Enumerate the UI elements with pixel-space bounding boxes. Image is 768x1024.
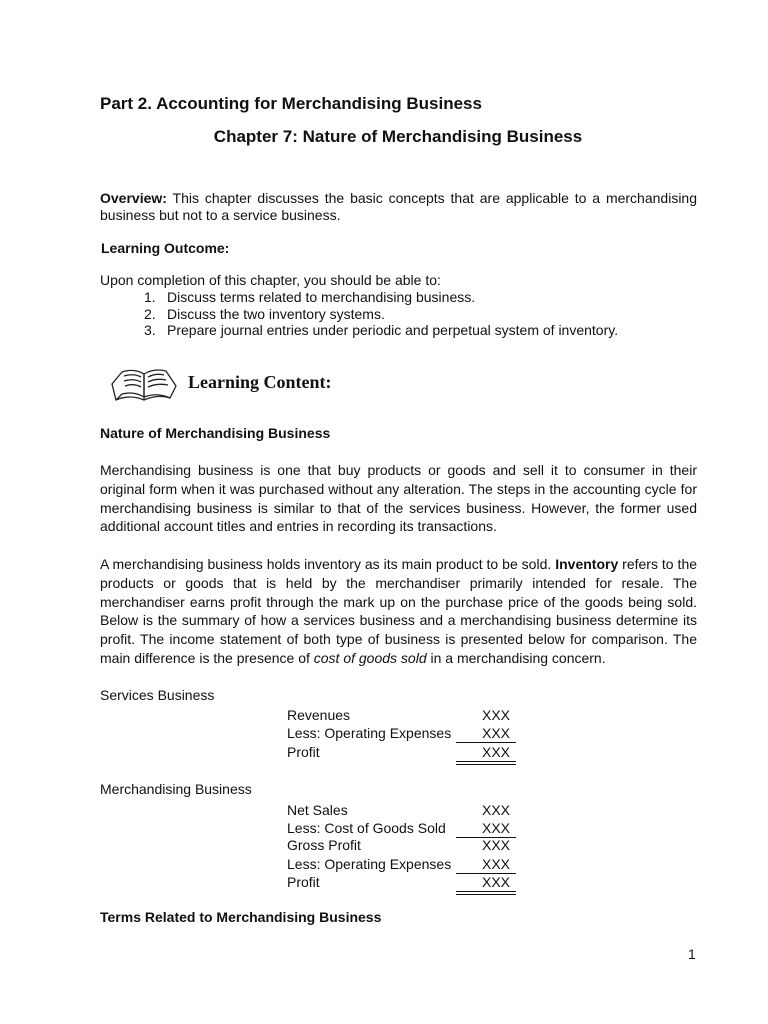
statement-row: [287, 744, 516, 762]
statement-row: [287, 725, 516, 743]
row-label: Less: Operating Expenses: [287, 856, 452, 872]
underline-rule: [456, 742, 516, 743]
double-underline-rule: [456, 764, 516, 765]
row-value: XXX: [481, 744, 510, 760]
statement-row: [287, 820, 516, 838]
statement-row: [287, 707, 516, 725]
list-text: Prepare journal entries under periodic and perpetual system of inventory.: [167, 322, 619, 338]
row-label: Gross Profit: [287, 837, 361, 853]
list-number: 1.: [144, 289, 156, 305]
learning-content-heading: Learning Content:: [188, 372, 332, 392]
statement-row: [287, 856, 516, 874]
row-value: XXX: [481, 820, 510, 836]
double-underline-rule: [456, 761, 516, 762]
row-label: Revenues: [287, 707, 351, 723]
double-underline-rule: [456, 891, 516, 892]
inventory-term: Inventory: [555, 556, 619, 572]
learning-outcome-intro: Upon completion of this chapter, you should be able to:: [100, 272, 441, 288]
list-number: 2.: [144, 305, 156, 322]
list-text: Discuss terms related to merchandising business.: [167, 289, 476, 305]
double-underline-rule: [456, 894, 516, 895]
open-book-icon: [108, 364, 180, 404]
statement-row: [287, 802, 516, 820]
row-value: XXX: [481, 802, 510, 818]
row-value: XXX: [481, 856, 510, 872]
row-value: XXX: [481, 725, 510, 741]
row-value: XXX: [481, 874, 510, 890]
learning-outcome-heading: Learning Outcome:: [101, 240, 230, 256]
list-text: Discuss the two inventory systems.: [167, 305, 385, 322]
para2-text-b: refers to the products or goods that is held by the merchandiser primarily intended for resale. The merchandiser earns profit through the mark up on the purchase price of the goods being sold. Below is the summary of how a services business and a merchandising business determine its profit. The income statement of both type of business is presented below for comparison. The main difference is the presence of: [100, 556, 698, 666]
nature-paragraph-2: [100, 555, 697, 668]
row-label: Profit: [287, 744, 320, 760]
nature-paragraph-1: Merchandising business is one that buy products or goods and sell it to consumer in their original form when it was purchased without any alteration. The steps in the accounting cycle for merchandising business is similar to that of the services business. However, the former used additional account titles and entries in recording its transactions.: [100, 462, 697, 535]
overview-paragraph: [100, 190, 697, 223]
row-label: Profit: [287, 874, 320, 890]
statement-row: [287, 874, 516, 892]
para2-text-a: A merchandising business holds inventory as its main product to be sold.: [100, 556, 556, 572]
list-number: 3.: [144, 322, 156, 338]
row-label: Less: Cost of Goods Sold: [287, 820, 446, 836]
overview-text: This chapter discusses the basic concepts that are applicable to a merchandising business but not to a service business.: [100, 190, 697, 223]
para2-text-c: in a merchandising concern.: [426, 649, 606, 666]
cogs-term: cost of goods sold: [313, 649, 427, 666]
row-label: Net Sales: [287, 802, 348, 818]
page-number: 1: [688, 946, 696, 962]
row-value: XXX: [481, 837, 510, 853]
chapter-title: Chapter 7: Nature of Merchandising Business: [213, 127, 583, 146]
merchandising-business-label: Merchandising Business: [100, 781, 252, 797]
services-business-label: Services Business: [100, 687, 215, 703]
terms-heading: Terms Related to Merchandising Business: [100, 909, 382, 925]
row-value: XXX: [481, 707, 510, 723]
part-title: Part 2. Accounting for Merchandising Business: [100, 94, 482, 113]
nature-heading: Nature of Merchandising Business: [100, 425, 331, 441]
statement-row: [287, 837, 516, 855]
row-label: Less: Operating Expenses: [287, 725, 452, 741]
overview-label: Overview:: [100, 190, 167, 206]
